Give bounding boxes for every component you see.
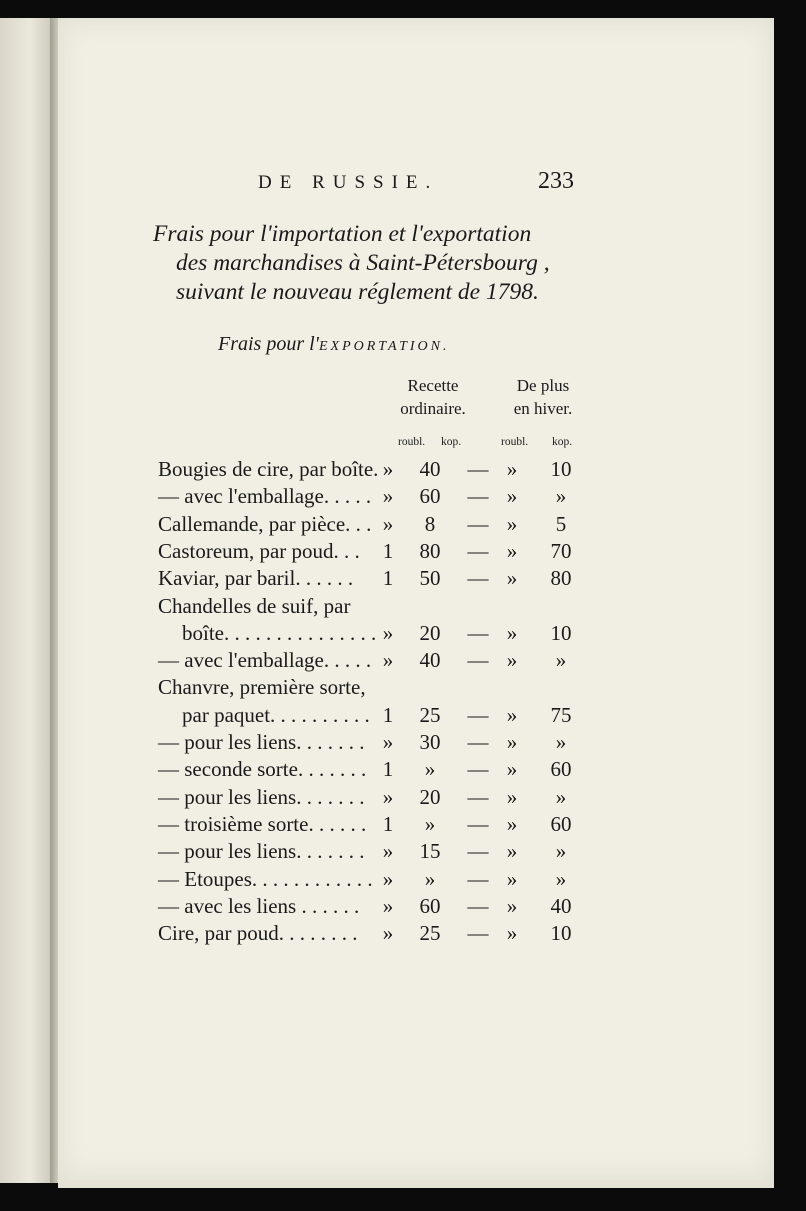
dash-cell: — [467,511,489,536]
heading-line: Frais pour l'importation et l'exportation [153,221,532,247]
hiver-roubl-cell: » [506,893,518,918]
table-row [158,566,588,594]
dash-cell: — [467,457,489,481]
recette-kop-cell: 30 [419,730,441,754]
recette-roubl-cell: » [382,839,394,864]
row-label: Cire, par poud. . . . . . . . [158,921,358,946]
recette-kop-cell: 80 [419,538,441,563]
table-row [158,703,588,731]
hiver-roubl-cell: » [506,538,518,563]
heading-line: des marchandises à Saint-Pétersbourg , [176,250,550,276]
unit-label: roubl. [398,436,426,448]
dash-cell: — [467,648,489,673]
table-row [158,894,588,922]
column-header-recette [383,374,483,420]
hiver-kop-cell: 70 [550,538,572,563]
hiver-kop-cell: 60 [550,757,572,782]
recette-roubl-cell: » [382,866,394,891]
hiver-roubl-cell: » [506,866,518,891]
page-number: 233 [538,168,574,194]
dash-cell: — [467,620,489,645]
dash-cell: — [467,757,489,782]
hiver-roubl-cell: » [506,784,518,809]
hiver-roubl-cell: » [506,730,518,754]
hiver-kop-cell: » [555,648,567,673]
table-row [158,757,588,785]
table-row [158,812,588,840]
table-row [158,867,588,895]
dash-cell: — [467,921,489,946]
recette-roubl-cell: 1 [382,566,394,591]
row-label: Castoreum, par poud. . . [158,538,360,563]
table-row [158,839,588,867]
running-title: DE RUSSIE. [258,172,439,193]
recette-kop-cell: » [424,811,436,836]
recette-kop-cell: 60 [419,484,441,509]
recette-roubl-cell: » [382,511,394,536]
table-row [158,785,588,813]
recette-kop-cell: 15 [419,839,441,864]
hiver-roubl-cell: » [506,457,518,481]
hiver-kop-cell: 10 [550,620,572,645]
recette-kop-cell: 8 [424,511,436,536]
unit-label: kop. [552,436,573,448]
recette-kop-cell: 60 [419,893,441,918]
recette-roubl-cell: » [382,730,394,754]
row-label: Callemande, par pièce. . . [158,511,372,536]
recette-roubl-cell: » [382,620,394,645]
dash-cell: — [467,839,489,864]
hiver-kop-cell: 10 [550,457,572,481]
column-header-hiver [498,374,588,420]
recette-roubl-cell: » [382,921,394,946]
hiver-kop-cell: 80 [550,566,572,591]
row-label: par paquet. . . . . . . . . . [182,702,370,727]
hiver-roubl-cell: » [506,484,518,509]
hiver-kop-cell: 5 [555,511,567,536]
hiver-roubl-cell: » [506,620,518,645]
recette-kop-cell: 40 [419,648,441,673]
recette-kop-cell: 20 [419,620,441,645]
table-row [158,484,588,512]
recette-kop-cell: » [424,757,436,782]
subheading-prefix: Frais pour l' [218,333,319,355]
book-page [58,18,774,1180]
table-row [158,730,588,758]
column-header-line: Recette [407,376,459,395]
recette-roubl-cell: 1 [382,811,394,836]
hiver-kop-cell: » [555,784,567,809]
recette-roubl-cell: » [382,648,394,673]
hiver-kop-cell: 10 [550,921,572,946]
hiver-roubl-cell: » [506,566,518,591]
dash-cell: — [467,730,489,754]
recette-kop-cell: » [424,866,436,891]
hiver-roubl-cell: » [506,839,518,864]
table-row [158,648,588,676]
table-row [158,621,588,649]
hiver-kop-cell: » [555,866,567,891]
hiver-kop-cell: 60 [550,811,572,836]
row-label: Chanvre, première sorte, [158,675,366,700]
section-heading [153,220,623,307]
running-head [58,168,774,198]
hiver-roubl-cell: » [506,511,518,536]
unit-label: kop. [441,436,462,448]
row-label: boîte. . . . . . . . . . . . . . . [182,620,377,645]
dash-cell: — [467,893,489,918]
row-label: — avec l'emballage. . . . . [158,484,372,509]
heading-line: suivant le nouveau réglement de 1798. [176,279,539,305]
row-label: — pour les liens. . . . . . . [158,730,365,754]
recette-kop-cell: 20 [419,784,441,809]
row-label: Kaviar, par baril. . . . . . [158,566,354,591]
subheading [218,333,449,356]
dash-cell: — [467,566,489,591]
recette-kop-cell: 50 [419,566,441,591]
table-row [158,512,588,540]
recette-roubl-cell: » [382,893,394,918]
recette-kop-cell: 25 [419,702,441,727]
dash-cell: — [467,811,489,836]
row-label: — pour les liens. . . . . . . [158,784,365,809]
row-label: — seconde sorte. . . . . . . [158,757,367,782]
unit-label: roubl. [501,436,529,448]
row-label: Bougies de cire, par boîte. [158,457,379,481]
recette-roubl-cell: » [382,457,394,481]
row-label: — Etoupes. . . . . . . . . . . . [158,866,373,891]
table-row [158,675,588,703]
hiver-roubl-cell: » [506,921,518,946]
table-row [158,594,588,622]
hiver-kop-cell: » [555,730,567,754]
table-row [158,539,588,567]
row-label: Chandelles de suif, par [158,593,351,618]
row-label: — troisième sorte. . . . . . [158,811,367,836]
recette-kop-cell: 40 [419,457,441,481]
column-header-line: en hiver. [513,399,573,418]
hiver-kop-cell: » [555,484,567,509]
hiver-roubl-cell: » [506,811,518,836]
row-label: — avec les liens . . . . . . [158,893,360,918]
recette-roubl-cell: » [382,484,394,509]
left-page-edge [0,18,50,1183]
hiver-roubl-cell: » [506,757,518,782]
column-header-line: ordinaire. [400,399,466,418]
table-row [158,457,588,485]
recette-roubl-cell: » [382,784,394,809]
row-label: — avec l'emballage. . . . . [158,648,372,673]
recette-roubl-cell: 1 [382,538,394,563]
subheading-caps: EXPORTATION. [318,339,450,354]
recette-roubl-cell: 1 [382,702,394,727]
column-header-line: De plus [516,376,570,395]
dash-cell: — [467,784,489,809]
row-label: — pour les liens. . . . . . . [158,839,365,864]
dash-cell: — [467,866,489,891]
recette-kop-cell: 25 [419,921,441,946]
hiver-kop-cell: 40 [550,893,572,918]
hiver-roubl-cell: » [506,702,518,727]
hiver-roubl-cell: » [506,648,518,673]
hiver-kop-cell: » [555,839,567,864]
dash-cell: — [467,484,489,509]
hiver-kop-cell: 75 [550,702,572,727]
recette-roubl-cell: 1 [382,757,394,782]
dash-cell: — [467,702,489,727]
table-row [158,921,588,949]
dash-cell: — [467,538,489,563]
